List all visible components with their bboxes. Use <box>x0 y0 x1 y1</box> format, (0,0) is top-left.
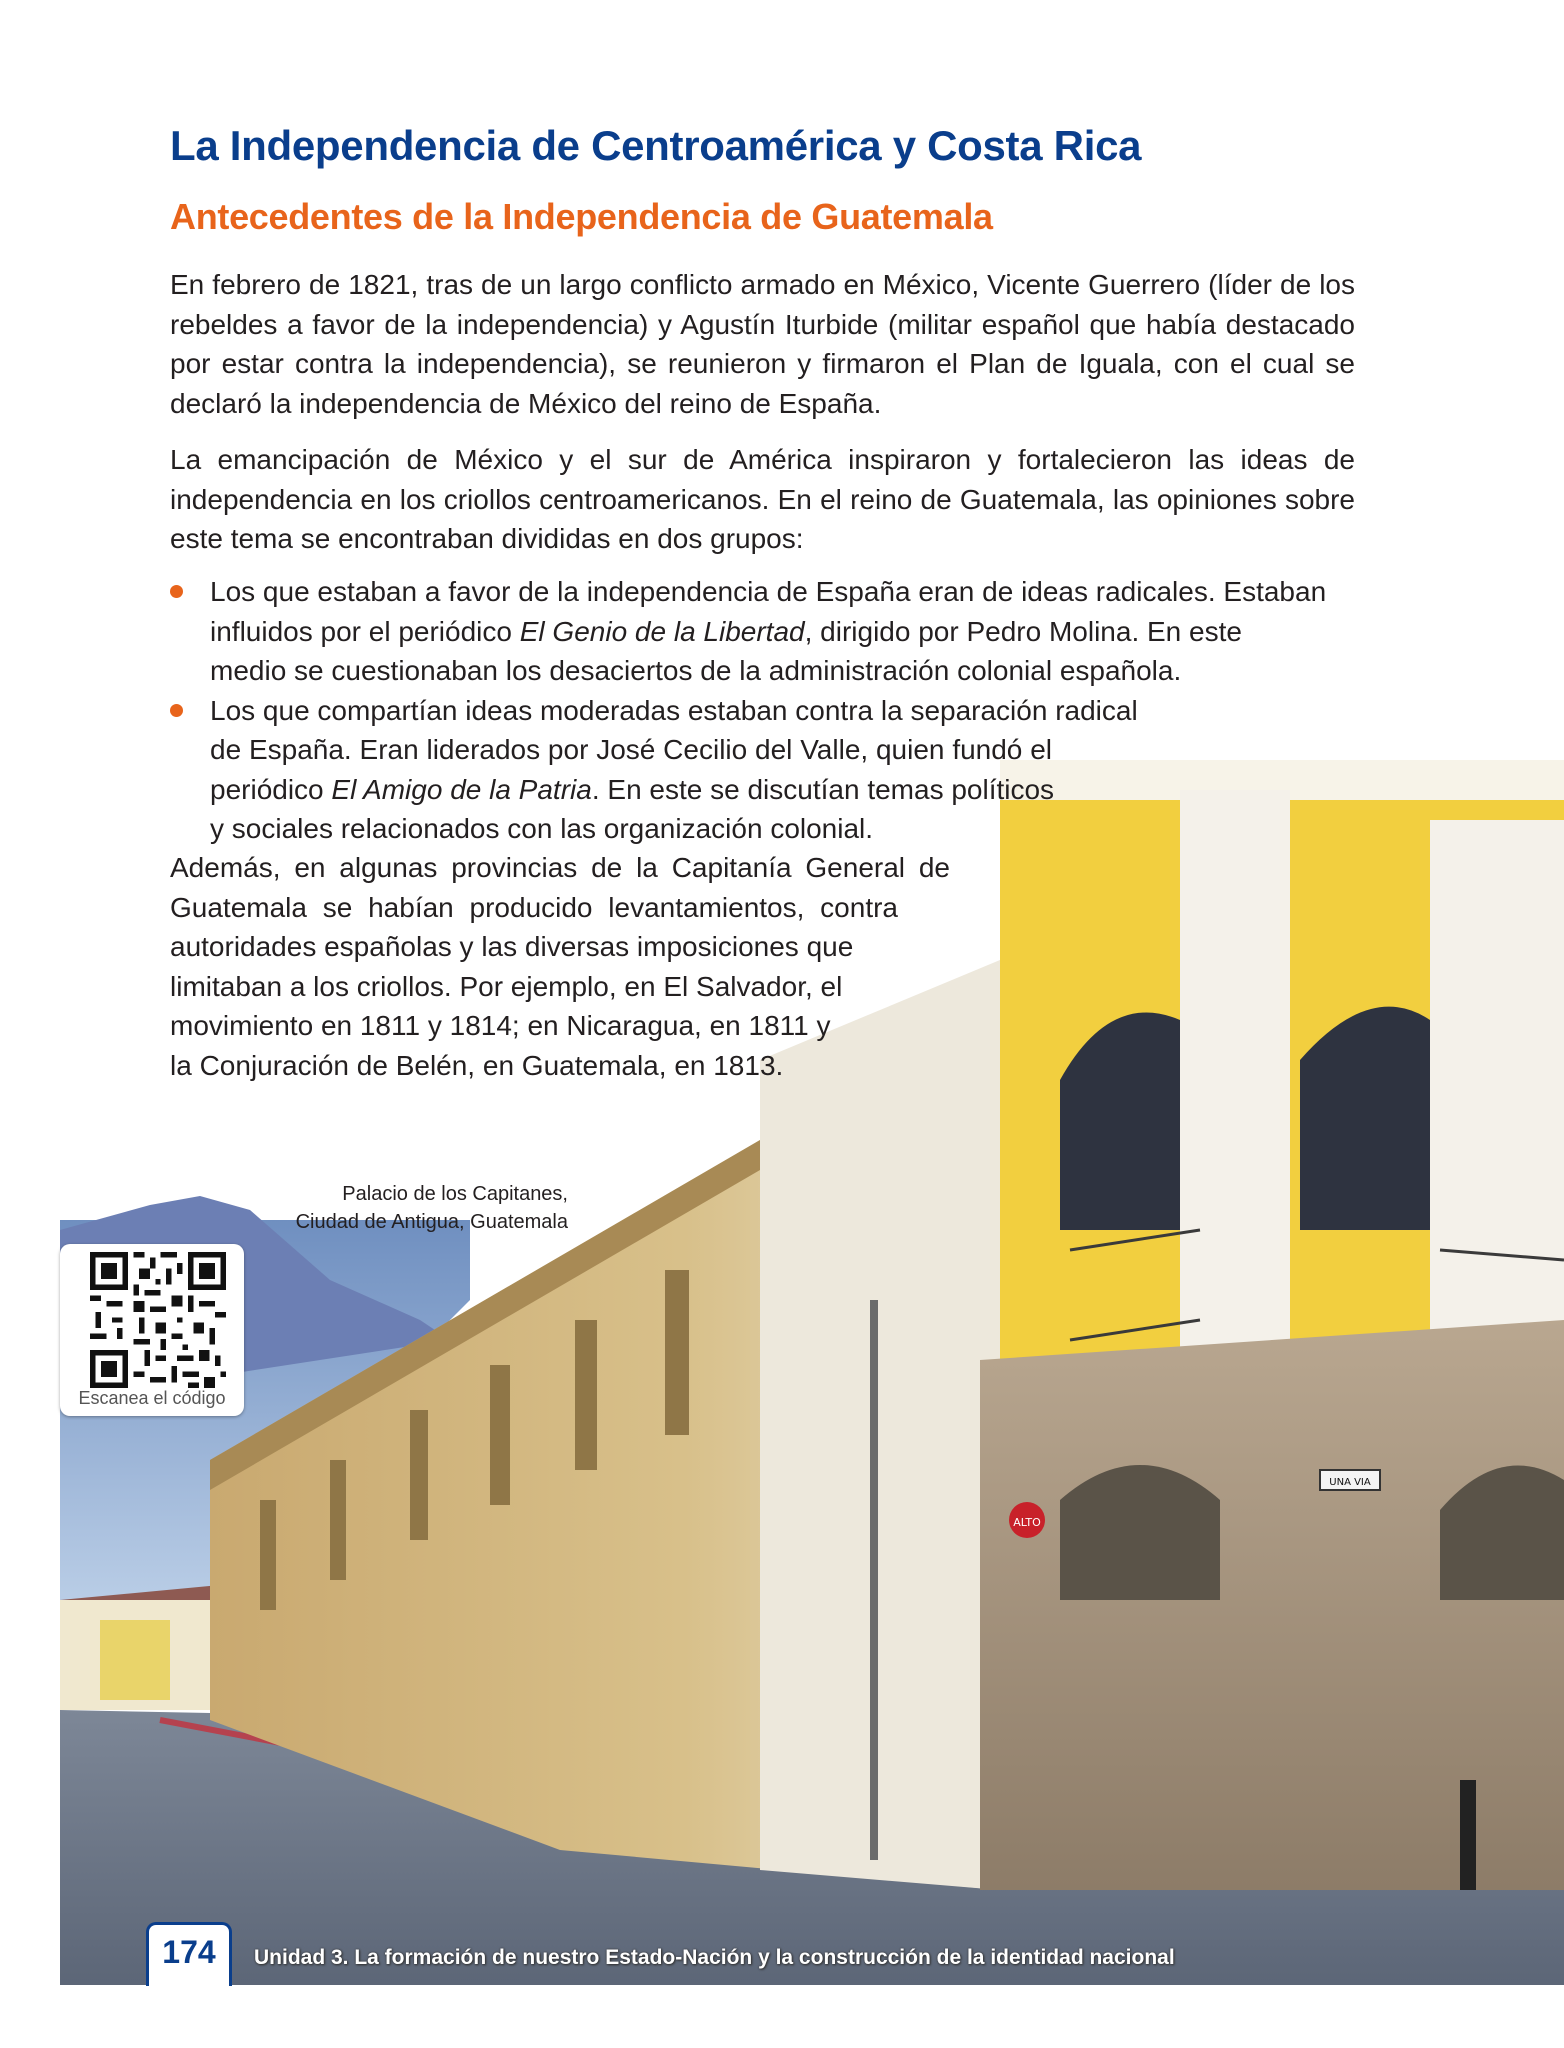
paragraph-line: autoridades españolas y las diversas imposiciones que <box>170 931 854 962</box>
bullet-text: influidos por el periódico <box>210 615 520 647</box>
section-subtitle: Antecedentes de la Independencia de Guatemala <box>170 196 993 237</box>
bullet-line <box>210 770 1150 810</box>
paragraph-line: limitaban a los criollos. Por ejemplo, en El Salvador, el <box>170 970 843 1002</box>
opinion-groups-list <box>170 572 1330 849</box>
list-item-moderados <box>170 691 1150 849</box>
paragraph-line: Además, en algunas provincias de la Capitanía General de <box>170 852 950 883</box>
caption-line: Ciudad de Antigua, Guatemala <box>295 1211 568 1233</box>
qr-code-icon[interactable] <box>90 1252 226 1388</box>
page-title: La Independencia de Centroamérica y Costa Rica <box>170 122 1142 169</box>
stop-sign-text: ALTO <box>1013 1516 1041 1529</box>
unit-title: Unidad 3. La formación de nuestro Estado-Nación y la construcción de la identidad nacional <box>254 1946 1175 1969</box>
paragraph-line: movimiento en 1811 y 1814; en Nicaragua, en 1811 y <box>170 1010 831 1041</box>
caption-line: Palacio de los Capitanes, <box>342 1183 568 1205</box>
bullet-line <box>210 612 1330 652</box>
bullet-text: periódico <box>210 773 332 805</box>
page-number: 174 <box>162 1934 216 1970</box>
bullet-dot <box>170 585 183 598</box>
newspaper-title-amigo: El Amigo de la Patria <box>331 773 592 805</box>
paragraph-levantamientos <box>170 848 950 1085</box>
white-building <box>760 960 1000 1890</box>
newspaper-title-genio: El Genio de la Libertad <box>519 615 805 647</box>
paragraph-emancipacion: La emancipación de México y el sur de América inspiraron y fortalecieron las ideas de independencia en los criollos centroamericanos. En el reino de Guatemala, las opiniones sobre este tema se encontraban divididas en dos grupos: <box>170 444 1355 554</box>
qr-label: Escanea el código <box>78 1388 226 1408</box>
bullet-dot <box>170 704 183 717</box>
qr-card[interactable] <box>60 1244 244 1416</box>
stone-arcade <box>980 1320 1564 1890</box>
bullet-text: . En este se discutían temas políticos <box>591 773 1055 805</box>
paragraph-line: Guatemala se habían producido levantamientos, contra <box>170 891 898 923</box>
bullet-text: , dirigido por Pedro Molina. En este <box>804 615 1242 647</box>
bullet-line: Los que estaban a favor de la independencia de España eran de ideas radicales. Estaban <box>210 576 1327 607</box>
bullet-line: y sociales relacionados con las organización colonial. <box>210 813 874 844</box>
paragraph-line: la Conjuración de Belén, en Guatemala, en 1813. <box>170 1049 784 1081</box>
photo-caption <box>240 1180 568 1236</box>
bullet-line: de España. Eran liderados por José Cecilio del Valle, quien fundó el <box>210 734 1052 765</box>
bullet-line: medio se cuestionaban los desaciertos de la administración colonial española. <box>210 655 1182 686</box>
street-sign-text: UNA VIA <box>1329 1477 1371 1488</box>
paragraph-plan-de-iguala: En febrero de 1821, tras de un largo conflicto armado en México, Vicente Guerrero (líder de los rebeldes a favor de la independencia) y Agustín Iturbide (militar español que había destacado por estar contra la independencia), se reunieron y firmaron el Plan de Iguala, con el cual se declaró la independencia de México del reino de España. <box>170 269 1355 419</box>
bullet-line: Los que compartían ideas moderadas estaban contra la separación radical <box>210 694 1138 726</box>
list-item-radicales <box>170 572 1330 691</box>
